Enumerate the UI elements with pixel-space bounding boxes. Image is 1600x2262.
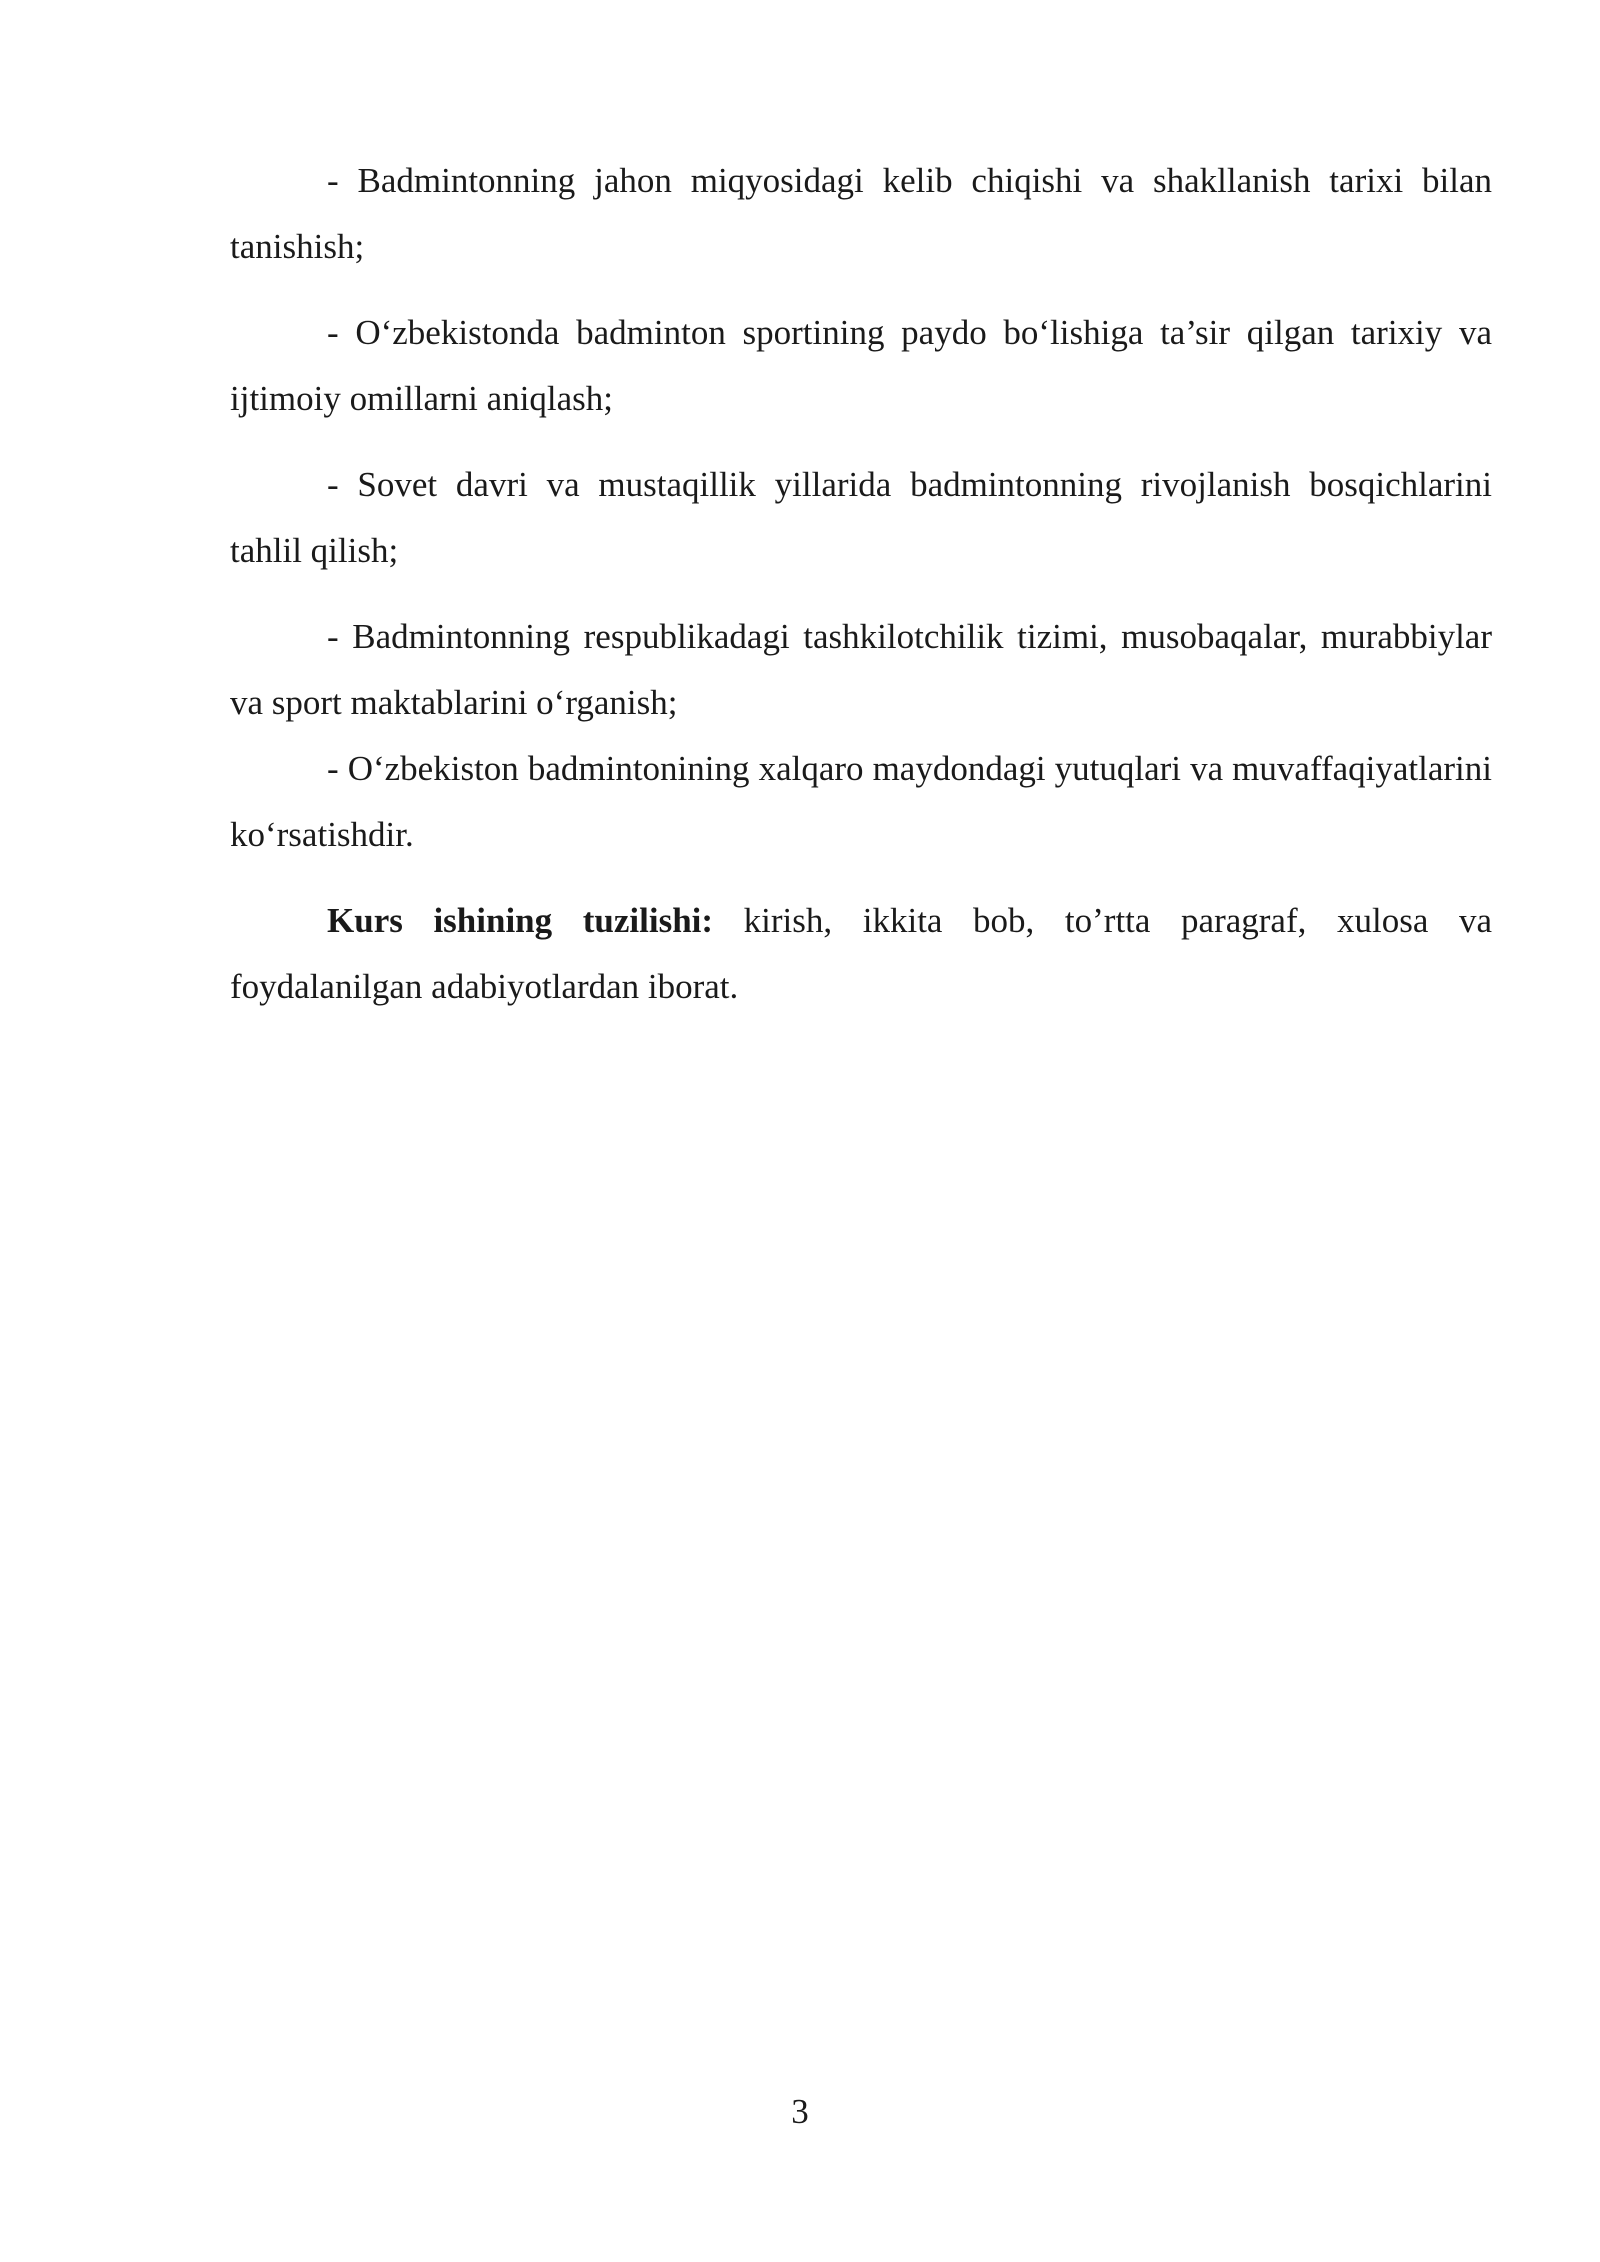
course-structure-paragraph <box>230 888 1492 1020</box>
course-structure-label: Kurs ishining tuzilishi: <box>327 901 714 940</box>
objective-item-5: - O‘zbekiston badmintonining xalqaro maydondagi yutuqlari va muvaffaqiyatlarini ko‘rsatishdir. <box>230 749 1492 854</box>
objective-item-3: - Sovet davri va mustaqillik yillarida badmintonning rivojlanish bosqichlarini tahlil qilish; <box>230 465 1492 570</box>
page-number: 3 <box>791 2092 809 2131</box>
course-structure-text: kirish, ikkita bob, to’rtta paragraf, xulosa va foydalanilgan adabiyotlardan iborat. <box>230 901 1492 1006</box>
objective-item-4: - Badmintonning respublikadagi tashkilotchilik tizimi, musobaqalar, murabbiylar va sport maktablarini o‘rganish; <box>230 617 1492 722</box>
objective-item-2: - O‘zbekistonda badminton sportining paydo bo‘lishiga ta’sir qilgan tarixiy va ijtimoiy omillarni aniqlash; <box>230 313 1492 418</box>
objective-item-1: - Badmintonning jahon miqyosidagi kelib chiqishi va shakllanish tarixi bilan tanishish; <box>230 161 1492 266</box>
document-body <box>230 148 1492 1040</box>
